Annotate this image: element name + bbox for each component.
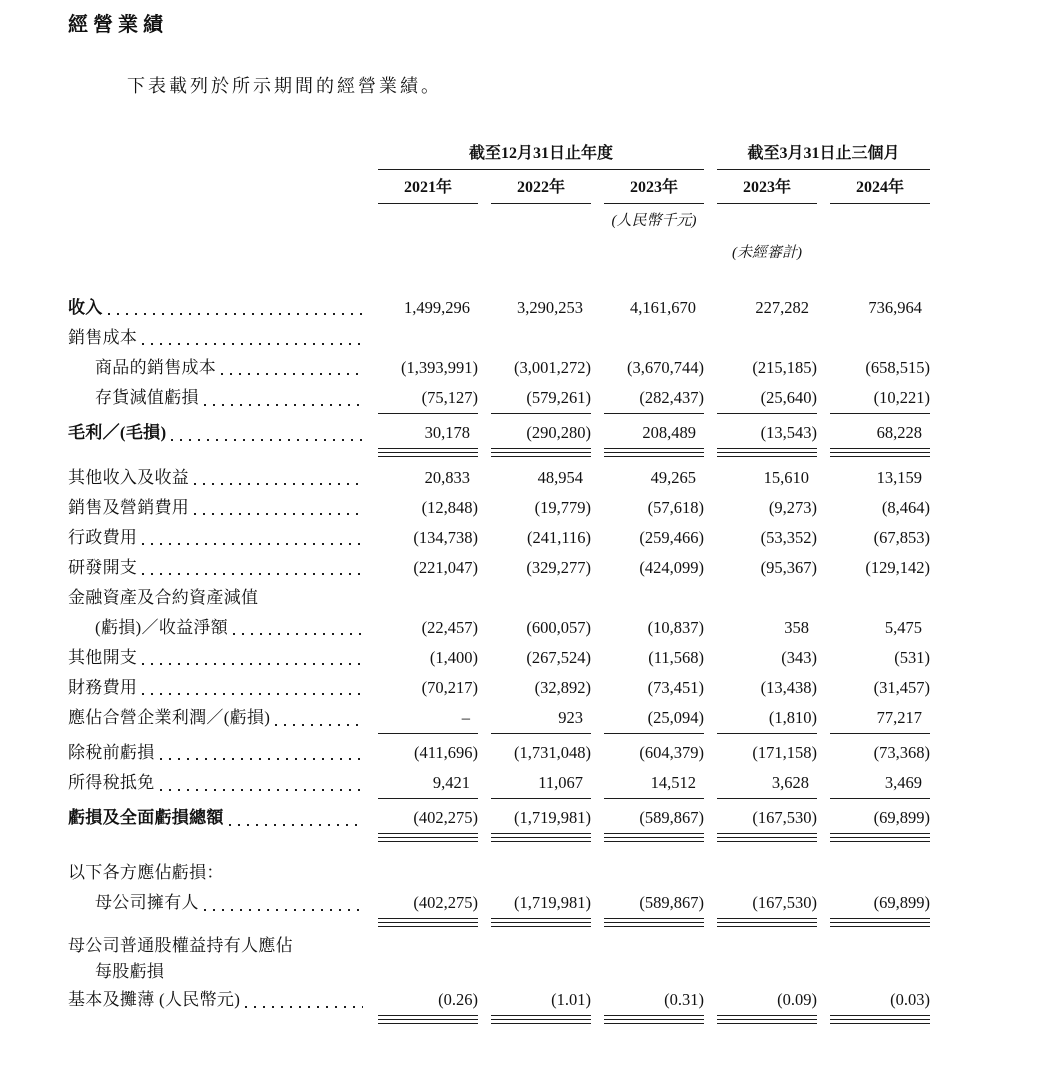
value-cell: (69,899) [830, 803, 930, 834]
value-cell: (531) [894, 648, 930, 667]
value-cell [830, 933, 930, 959]
dot-leader [171, 418, 363, 449]
value-cell: (13,543) [717, 418, 817, 449]
row-label [68, 858, 365, 888]
value-cell: (67,853) [873, 528, 930, 547]
value-cell: (0.26) [378, 985, 478, 1016]
table-row [68, 643, 939, 673]
table-row [68, 858, 939, 888]
col-header-2023: 2023年 [604, 178, 704, 204]
dot-leader [160, 738, 364, 768]
value-cell: (402,275) [378, 803, 478, 834]
page-title: 經營業績 [68, 14, 168, 36]
table-row [68, 323, 939, 353]
col-group-quarterly: 截至3月31日止三個月 [717, 140, 930, 170]
col-header-2022: 2022年 [491, 178, 591, 204]
value-cell: (290,280) [491, 418, 591, 449]
value-cell: 49,265 [650, 468, 696, 487]
value-cell: 15,610 [763, 468, 809, 487]
value-cell [604, 323, 704, 353]
value-cell: (75,127) [378, 383, 478, 414]
unit-note-row [68, 211, 939, 231]
value-cell: (0.09) [717, 985, 817, 1016]
value-cell: (221,047) [413, 558, 478, 577]
row-label-text: 銷售及營銷費用 [68, 498, 190, 517]
table-row [68, 493, 939, 523]
table-row [68, 293, 939, 323]
dot-leader [142, 323, 363, 353]
dot-leader [229, 803, 363, 834]
col-header-2021: 2021年 [378, 178, 478, 204]
value-cell: (171,158) [752, 743, 817, 762]
dot-leader [194, 493, 363, 523]
value-cell: (57,618) [647, 498, 704, 517]
value-cell: (167,530) [717, 888, 817, 919]
value-cell: 20,833 [424, 468, 470, 487]
row-label [68, 463, 365, 493]
table-row [68, 383, 939, 413]
table-row [68, 418, 939, 448]
row-label [68, 323, 365, 353]
value-cell [717, 858, 817, 888]
row-label-text: 母公司擁有人 [95, 893, 199, 912]
value-cell: (69,899) [830, 888, 930, 919]
table-row [68, 768, 939, 798]
row-label [68, 768, 365, 799]
dot-leader [142, 643, 363, 673]
row-label [68, 583, 365, 613]
row-label-text: 應佔合營企業利潤／(虧損) [68, 708, 271, 727]
value-cell: 208,489 [604, 418, 704, 449]
value-cell [491, 323, 591, 353]
row-label-text: 除稅前虧損 [68, 743, 155, 762]
table-body [68, 293, 939, 1015]
value-cell: 13,159 [876, 468, 922, 487]
value-cell: 3,469 [830, 768, 930, 799]
value-cell: (12,848) [421, 498, 478, 517]
row-label-text: 虧損及全面虧損總額 [68, 808, 224, 827]
row-label-text: 財務費用 [68, 678, 138, 697]
dot-leader [233, 613, 363, 643]
dot-leader [194, 463, 363, 493]
value-cell [378, 933, 478, 959]
value-cell: (282,437) [604, 383, 704, 414]
value-cell [604, 959, 704, 985]
value-cell: (9,273) [768, 498, 817, 517]
value-cell: (8,464) [881, 498, 930, 517]
table-row [68, 738, 939, 768]
table-row [68, 463, 939, 493]
row-label-text: (虧損)／收益淨額 [95, 618, 229, 637]
currency-unit-note: (人民幣千元) [611, 213, 697, 229]
value-cell: (70,217) [421, 678, 478, 697]
table-row [68, 583, 939, 613]
column-group-header-row [68, 140, 939, 170]
row-label [68, 553, 365, 583]
value-cell: (329,277) [526, 558, 591, 577]
value-cell: 48,954 [537, 468, 583, 487]
value-cell: (1,810) [717, 703, 817, 734]
dot-leader [275, 703, 363, 734]
value-cell [491, 933, 591, 959]
value-cell: 3,290,253 [517, 298, 583, 317]
value-cell: (343) [781, 648, 817, 667]
row-label [68, 493, 365, 523]
value-cell: (11,568) [648, 648, 704, 667]
value-cell: 9,421 [378, 768, 478, 799]
dot-leader [108, 293, 363, 323]
value-cell: (1,719,981) [491, 888, 591, 919]
value-cell [717, 959, 817, 985]
value-cell: 77,217 [830, 703, 930, 734]
value-cell: (1,719,981) [491, 803, 591, 834]
value-cell [378, 583, 478, 613]
row-label-text: 行政費用 [68, 528, 138, 547]
value-cell: 68,228 [830, 418, 930, 449]
value-cell: (25,640) [717, 383, 817, 414]
value-cell: (19,779) [534, 498, 591, 517]
value-cell [830, 583, 930, 613]
row-label-text: 以下各方應佔虧損： [68, 863, 224, 882]
value-cell [717, 933, 817, 959]
value-cell: 30,178 [378, 418, 478, 449]
row-label [68, 703, 365, 734]
spacer [68, 178, 365, 204]
unaudited-note: (未經審計) [732, 245, 802, 261]
table-row [68, 673, 939, 703]
value-cell: (10,221) [830, 383, 930, 414]
value-cell: (1,400) [429, 648, 478, 667]
value-cell [491, 959, 591, 985]
value-cell [604, 583, 704, 613]
row-label-text: 基本及攤薄 (人民幣元) [68, 990, 241, 1009]
value-cell: (3,670,744) [627, 358, 704, 377]
col-header-q1-2024: 2024年 [830, 178, 930, 204]
spacer [68, 140, 365, 170]
value-cell [830, 959, 930, 985]
value-cell: (13,438) [760, 678, 817, 697]
row-label [68, 888, 365, 919]
row-label-text: 存貨減值虧損 [95, 388, 199, 407]
row-label [68, 613, 365, 643]
value-cell: 4,161,670 [630, 298, 696, 317]
row-label-text: 每股虧損 [95, 962, 165, 981]
table-row [68, 353, 939, 383]
table-row [68, 553, 939, 583]
value-cell: 358 [784, 618, 809, 637]
table-row [68, 613, 939, 643]
row-label-text: 其他收入及收益 [68, 468, 190, 487]
year-header-row [68, 178, 939, 204]
table-row [68, 933, 939, 959]
table-row [68, 803, 939, 833]
value-cell: 3,628 [717, 768, 817, 799]
row-label [68, 985, 365, 1016]
value-cell: (73,451) [647, 678, 704, 697]
row-label-text: 母公司普通股權益持有人應佔 [68, 936, 293, 955]
value-cell: (32,892) [534, 678, 591, 697]
table-row [68, 985, 939, 1015]
col-group-annual: 截至12月31日止年度 [378, 140, 704, 170]
row-label [68, 383, 365, 414]
value-cell [830, 323, 930, 353]
value-cell: (424,099) [639, 558, 704, 577]
value-cell: (267,524) [526, 648, 591, 667]
row-label-text: 研發開支 [68, 558, 138, 577]
col-header-q1-2023: 2023年 [717, 178, 817, 204]
row-label-text: 收入 [68, 298, 103, 317]
value-cell: (73,368) [873, 743, 930, 762]
value-cell: (31,457) [873, 678, 930, 697]
value-cell: 5,475 [884, 618, 922, 637]
dot-leader [204, 383, 363, 414]
table-row [68, 703, 939, 733]
row-label-text: 銷售成本 [68, 328, 138, 347]
value-cell: 227,282 [755, 298, 809, 317]
table-row [68, 523, 939, 553]
dot-leader [142, 553, 363, 583]
row-label-text: 金融資產及合約資產減值 [68, 588, 259, 607]
value-cell: (0.03) [830, 985, 930, 1016]
row-label [68, 738, 365, 768]
value-cell [717, 323, 817, 353]
dot-leader [142, 523, 363, 553]
value-cell: – [378, 703, 478, 734]
value-cell [378, 959, 478, 985]
value-cell: (95,367) [760, 558, 817, 577]
dot-leader [245, 985, 363, 1016]
value-cell: (53,352) [760, 528, 817, 547]
value-cell: (604,379) [639, 743, 704, 762]
value-cell: (215,185) [752, 358, 817, 377]
row-label [68, 959, 365, 985]
value-cell: 923 [491, 703, 591, 734]
dot-leader [221, 353, 363, 383]
value-cell: (22,457) [421, 618, 478, 637]
value-cell: (25,094) [604, 703, 704, 734]
value-cell: (589,867) [604, 803, 704, 834]
row-label-text: 毛利／(毛損) [68, 423, 167, 442]
value-cell: (129,142) [865, 558, 930, 577]
value-cell [717, 583, 817, 613]
dot-leader [204, 888, 363, 919]
row-label [68, 353, 365, 383]
value-cell: 736,964 [868, 298, 922, 317]
value-cell: 14,512 [604, 768, 704, 799]
value-cell [378, 323, 478, 353]
value-cell: (0.31) [604, 985, 704, 1016]
row-label-text: 所得稅抵免 [68, 773, 155, 792]
row-label [68, 933, 365, 959]
value-cell: (402,275) [378, 888, 478, 919]
row-label [68, 803, 365, 834]
value-cell [604, 933, 704, 959]
value-cell: (658,515) [865, 358, 930, 377]
value-cell [378, 858, 478, 888]
dot-leader [142, 673, 363, 703]
row-label-text: 商品的銷售成本 [95, 358, 217, 377]
row-label-text: 其他開支 [68, 648, 138, 667]
value-cell: (1,731,048) [514, 743, 591, 762]
row-label [68, 418, 365, 449]
value-cell: (10,837) [647, 618, 704, 637]
value-cell: (259,466) [639, 528, 704, 547]
value-cell: (1,393,991) [401, 358, 478, 377]
value-cell: 1,499,296 [404, 298, 470, 317]
intro-text: 下表載列於所示期間的經營業績。 [127, 76, 442, 96]
value-cell: (411,696) [413, 743, 478, 762]
value-cell [491, 858, 591, 888]
dot-leader [160, 768, 364, 799]
row-label [68, 523, 365, 553]
row-label [68, 293, 365, 323]
value-cell [491, 583, 591, 613]
value-cell: (600,057) [526, 618, 591, 637]
value-cell [830, 858, 930, 888]
table-row [68, 959, 939, 985]
row-label [68, 643, 365, 673]
value-cell: (3,001,272) [514, 358, 591, 377]
value-cell: (1.01) [491, 985, 591, 1016]
value-cell: (241,116) [526, 528, 591, 547]
value-cell: (167,530) [717, 803, 817, 834]
unaudited-note-row [68, 243, 939, 263]
value-cell: 11,067 [491, 768, 591, 799]
value-cell: (134,738) [413, 528, 478, 547]
operating-results-table [68, 140, 939, 1015]
value-cell: (579,261) [491, 383, 591, 414]
table-row [68, 888, 939, 918]
value-cell: (589,867) [604, 888, 704, 919]
row-label [68, 673, 365, 703]
value-cell [604, 858, 704, 888]
